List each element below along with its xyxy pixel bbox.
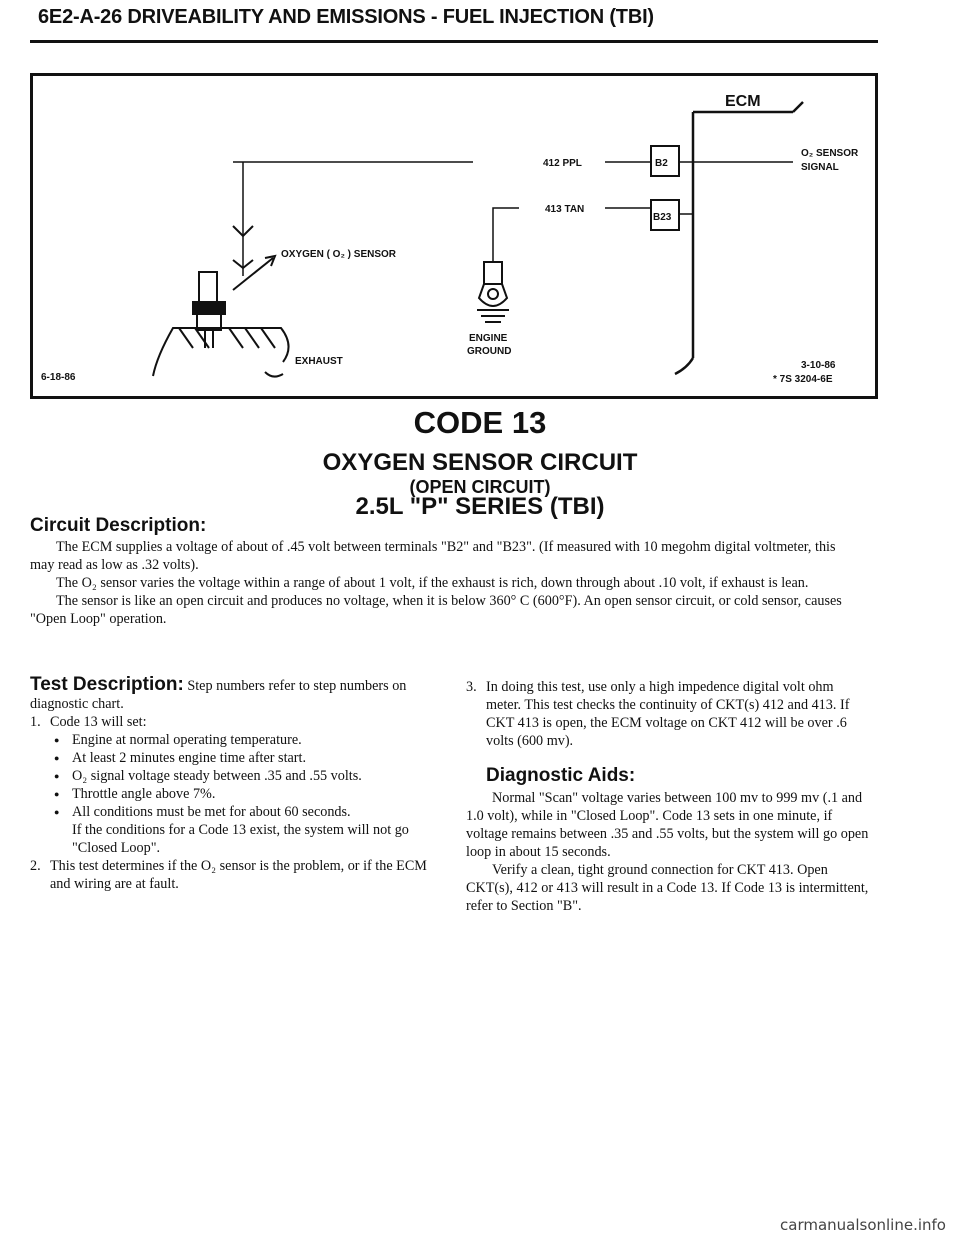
wiring-diagram xyxy=(30,73,878,399)
step-2-text: This test determines if the O₂ sensor is the problem, or if the ECM and wiring are at fault. xyxy=(50,858,427,892)
series-title: 2.5L "P" SERIES (TBI) xyxy=(355,493,605,520)
step-3 xyxy=(466,678,872,750)
test-description-intro: Step numbers refer to step numbers on diagnostic chart. xyxy=(30,678,407,712)
engine-ground-line1: ENGINE xyxy=(469,333,508,344)
circuit-description-p3: The sensor is like an open circuit and produces no voltage, when it is below 360° C (600°F). An open sensor circuit, or cold sensor, causes "Open Loop" operation. xyxy=(30,593,842,627)
code-title: CODE 13 xyxy=(413,405,547,440)
right-column xyxy=(466,678,872,750)
o2-signal-line1: O₂ SENSOR xyxy=(801,148,859,159)
step-1-text: Code 13 will set: xyxy=(50,714,147,730)
terminal-b2-label: B2 xyxy=(655,158,668,169)
o2-signal-line2: SIGNAL xyxy=(801,162,839,173)
diagram-date-right: 3-10-86 xyxy=(801,360,836,371)
diagram-date-left: 6-18-86 xyxy=(41,372,76,383)
step-1-number: 1. xyxy=(30,714,41,730)
page-header: 6E2-A-26 DRIVEABILITY AND EMISSIONS - FUEL INJECTION (TBI) xyxy=(38,6,654,28)
circuit-description-p2: The O₂ sensor varies the voltage within a range of about 1 volt, if the exhaust is rich, down through about .10 volt, if exhaust is lean. xyxy=(56,575,809,591)
condition-title: (OPEN CIRCUIT) xyxy=(409,477,551,497)
exhaust-label: EXHAUST xyxy=(295,356,343,367)
wire-412-label: 412 PPL xyxy=(543,158,582,169)
step-1-note: If the conditions for a Code 13 exist, the system will not go "Closed Loop". xyxy=(72,822,409,856)
engine-ground-line2: GROUND xyxy=(467,346,512,357)
circuit-description-heading: Circuit Description: xyxy=(30,515,207,536)
step-2-number: 2. xyxy=(30,858,41,874)
circuit-description xyxy=(30,538,862,628)
step-3-text: In doing this test, use only a high impedence digital volt ohm meter. This test checks the continuity of CKT(s) 412 and 413. If CKT 413 is open, the ECM voltage on CKT 412 will be over .6 volts (600 mv). xyxy=(486,679,850,749)
diagnostic-aids-p2: Verify a clean, tight ground connection for CKT 413. Open CKT(s), 412 or 413 will result in a Code 13. If Code 13 is intermittent, refer to Section "B". xyxy=(466,862,869,914)
condition-item: ● O₂ signal voltage steady between .35 and .55 volts. xyxy=(30,767,435,785)
step-1-conditions xyxy=(30,731,435,821)
diagnostic-aids-p1: Normal "Scan" voltage varies between 100 mv to 999 mv (.1 and 1.0 volt), while in "Closed Loop". Code 13 sets in one minute, if voltage remains between .35 and .55 volts, but the system will go open loop in about 15 seconds. xyxy=(466,790,869,860)
wiring-diagram-svg xyxy=(33,76,875,396)
condition-item: ● All conditions must be met for about 60 seconds. xyxy=(30,803,435,821)
oxygen-sensor-label: OXYGEN ( O₂ ) SENSOR xyxy=(281,249,397,260)
circuit-description-p1: The ECM supplies a voltage of about of .45 volt between terminals "B2" and "B23". (If measured with 10 megohm digital voltmeter, this may read as low as .32 volts). xyxy=(30,539,836,573)
circuit-title: OXYGEN SENSOR CIRCUIT xyxy=(322,449,638,476)
condition-item: ● At least 2 minutes engine time after start. xyxy=(30,749,435,767)
ecm-box xyxy=(675,102,803,374)
diagnostic-aids xyxy=(466,789,872,915)
diagram-ref: * 7S 3204-6E xyxy=(773,374,833,385)
diagnostic-aids-heading: Diagnostic Aids: xyxy=(486,765,636,786)
step-3-number: 3. xyxy=(466,679,477,695)
test-description xyxy=(30,676,435,893)
ground-lug-icon xyxy=(477,262,509,322)
condition-item: ● Engine at normal operating temperature. xyxy=(30,731,435,749)
exhaust-pipe-icon xyxy=(153,328,289,377)
wire-413-label: 413 TAN xyxy=(545,204,585,215)
condition-item: ● Throttle angle above 7%. xyxy=(30,785,435,803)
ecm-label: ECM xyxy=(725,93,761,110)
test-description-heading: Test Description: xyxy=(30,674,184,695)
step-2 xyxy=(30,857,435,893)
step-1 xyxy=(30,713,435,731)
header-rule xyxy=(30,40,878,43)
terminal-b23-label: B23 xyxy=(653,212,672,223)
site-watermark: carmanualsonline.info xyxy=(780,1216,946,1234)
